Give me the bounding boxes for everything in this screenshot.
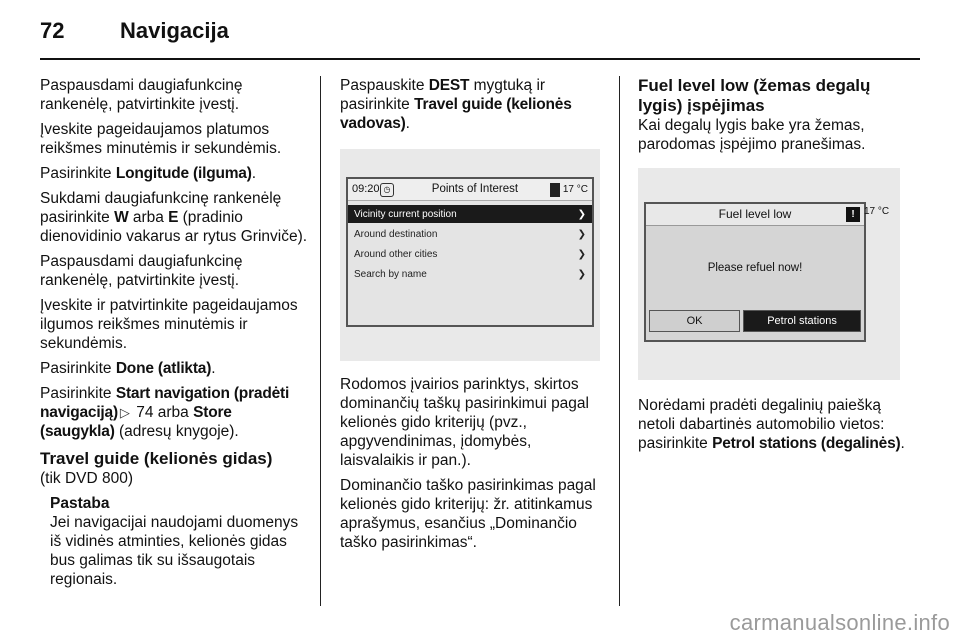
poi-menu-list bbox=[348, 201, 592, 325]
warning-icon: ! bbox=[846, 207, 860, 222]
fuel-warning-dialog bbox=[644, 202, 866, 342]
paragraph: Paspauskite DEST mygtuką ir pasirinkite Travel guide (kelionės vadovas). bbox=[340, 77, 572, 132]
menu-option-done: Done (atlikta) bbox=[115, 360, 212, 377]
header-rule bbox=[40, 58, 920, 60]
paragraph: Paspausdami daugiafunkcinę rankenėlę, patvirtinkite įvestį. bbox=[40, 77, 243, 113]
paragraph: Sukdami daugiafunkcinę rankenėlę pasirinkite W arba E (pradinio dienovidinio vakarus ar rytus Grinviče). bbox=[40, 190, 308, 245]
section-title: Travel guide (kelionės gidas) bbox=[40, 449, 273, 468]
chevron-right-icon: ❯ bbox=[577, 268, 586, 280]
temperature: 17 °C bbox=[864, 206, 890, 217]
dialog-title-bar bbox=[646, 204, 864, 226]
dialog-buttons bbox=[646, 310, 864, 332]
option-w: W bbox=[114, 209, 129, 226]
poi-menu-item[interactable]: Search by name ❯ bbox=[348, 265, 592, 283]
section-subtitle: (tik DVD 800) bbox=[40, 470, 134, 487]
page-reference-arrow-icon: ▷ bbox=[119, 405, 130, 420]
paragraph: Įveskite pageidaujamos platumos reikšmes minutėmis ir sekundėmis. bbox=[40, 121, 282, 157]
chevron-right-icon: ❯ bbox=[577, 248, 586, 260]
poi-screen-figure bbox=[340, 149, 600, 361]
note-box bbox=[50, 494, 308, 589]
column-divider-1 bbox=[320, 76, 321, 606]
option-e: E bbox=[168, 209, 179, 226]
fuel-warning-figure bbox=[638, 168, 900, 380]
screen-heading: Points of Interest bbox=[431, 183, 519, 195]
dialog-title: Fuel level low bbox=[718, 207, 792, 221]
clock-icon: ◷ bbox=[380, 183, 394, 197]
phone-icon bbox=[550, 183, 560, 197]
paragraph: Kai degalų lygis bake yra žemas, parodomas įspėjimo pranešimas. bbox=[638, 117, 866, 153]
ok-button[interactable]: OK bbox=[649, 310, 740, 332]
chevron-right-icon: ❯ bbox=[577, 228, 586, 240]
page-reference[interactable]: 74 arba bbox=[131, 404, 194, 421]
paragraph: Dominančio taško pasirinkimas pagal kelionės gido kriterijų: žr. atitinkamus aprašymus, esančius „Dominančio taško pasirinkimas“. bbox=[340, 477, 596, 551]
page-number: 72 bbox=[40, 18, 65, 43]
watermark: carmanualsonline.info bbox=[729, 610, 950, 635]
column-1 bbox=[40, 76, 308, 589]
paragraph: Norėdami pradėti degalinių paiešką netoli dabartinės automobilio vietos: pasirinkite Petrol stations (degalinės). bbox=[638, 397, 905, 452]
page-title: Navigacija bbox=[120, 18, 229, 43]
dialog-message: Please refuel now! bbox=[707, 261, 803, 274]
paragraph: Pasirinkite Longitude (ilguma). bbox=[40, 165, 257, 182]
paragraph: Rodomos įvairios parinktys, skirtos dominančių taškų pasirinkimui pagal kelionės gido kriterijų (pvz., apgyvendinimas, įdomybės, laisvalaikis ir pan.). bbox=[340, 376, 589, 469]
menu-option-store: Store (saugykla) bbox=[40, 404, 232, 440]
column-divider-2 bbox=[619, 76, 620, 606]
poi-menu-item[interactable]: Vicinity current position ❯ bbox=[348, 205, 592, 223]
page-header bbox=[40, 18, 920, 48]
chevron-right-icon: ❯ bbox=[577, 208, 586, 220]
poi-menu-item[interactable]: Around destination ❯ bbox=[348, 225, 592, 243]
column-2 bbox=[340, 76, 608, 558]
petrol-stations-button[interactable]: Petrol stations bbox=[743, 310, 861, 332]
paragraph: Įveskite ir patvirtinkite pageidaujamos ilgumos reikšmes minutėmis ir sekundėmis. bbox=[40, 297, 298, 352]
paragraph: Pasirinkite Done (atlikta). bbox=[40, 360, 216, 377]
menu-option-longitude: Longitude (ilguma) bbox=[115, 165, 252, 182]
note-title: Pastaba bbox=[50, 495, 110, 512]
poi-menu-item[interactable]: Around other cities ❯ bbox=[348, 245, 592, 263]
menu-option-travel-guide: Travel guide (kelionės vadovas) bbox=[340, 96, 572, 132]
paragraph: Paspausdami daugiafunkcinę rankenėlę, patvirtinkite įvestį. bbox=[40, 253, 243, 289]
menu-option-petrol-stations: Petrol stations (degalinės) bbox=[712, 435, 901, 452]
column-3 bbox=[638, 76, 908, 459]
note-body: Jei navigacijai naudojami duomenys iš vidinės atminties, kelionės gidas bus galimas tik su išsaugotais regionais. bbox=[50, 514, 299, 588]
poi-display bbox=[346, 177, 594, 327]
dest-button-label: DEST bbox=[428, 77, 470, 94]
section-title: Fuel level low (žemas degalų lygis) įspėjimas bbox=[638, 76, 871, 115]
temperature: 17 °C bbox=[562, 184, 588, 195]
paragraph: Pasirinkite Start navigation (pradėti navigaciją) ▷ 74 arba Store (saugykla) (adresų knygoje). bbox=[40, 385, 290, 440]
poi-status-bar bbox=[348, 179, 592, 201]
clock-time: 09:20 bbox=[352, 183, 380, 195]
menu-option-start-navigation: Start navigation (pradėti navigaciją) bbox=[40, 385, 290, 421]
